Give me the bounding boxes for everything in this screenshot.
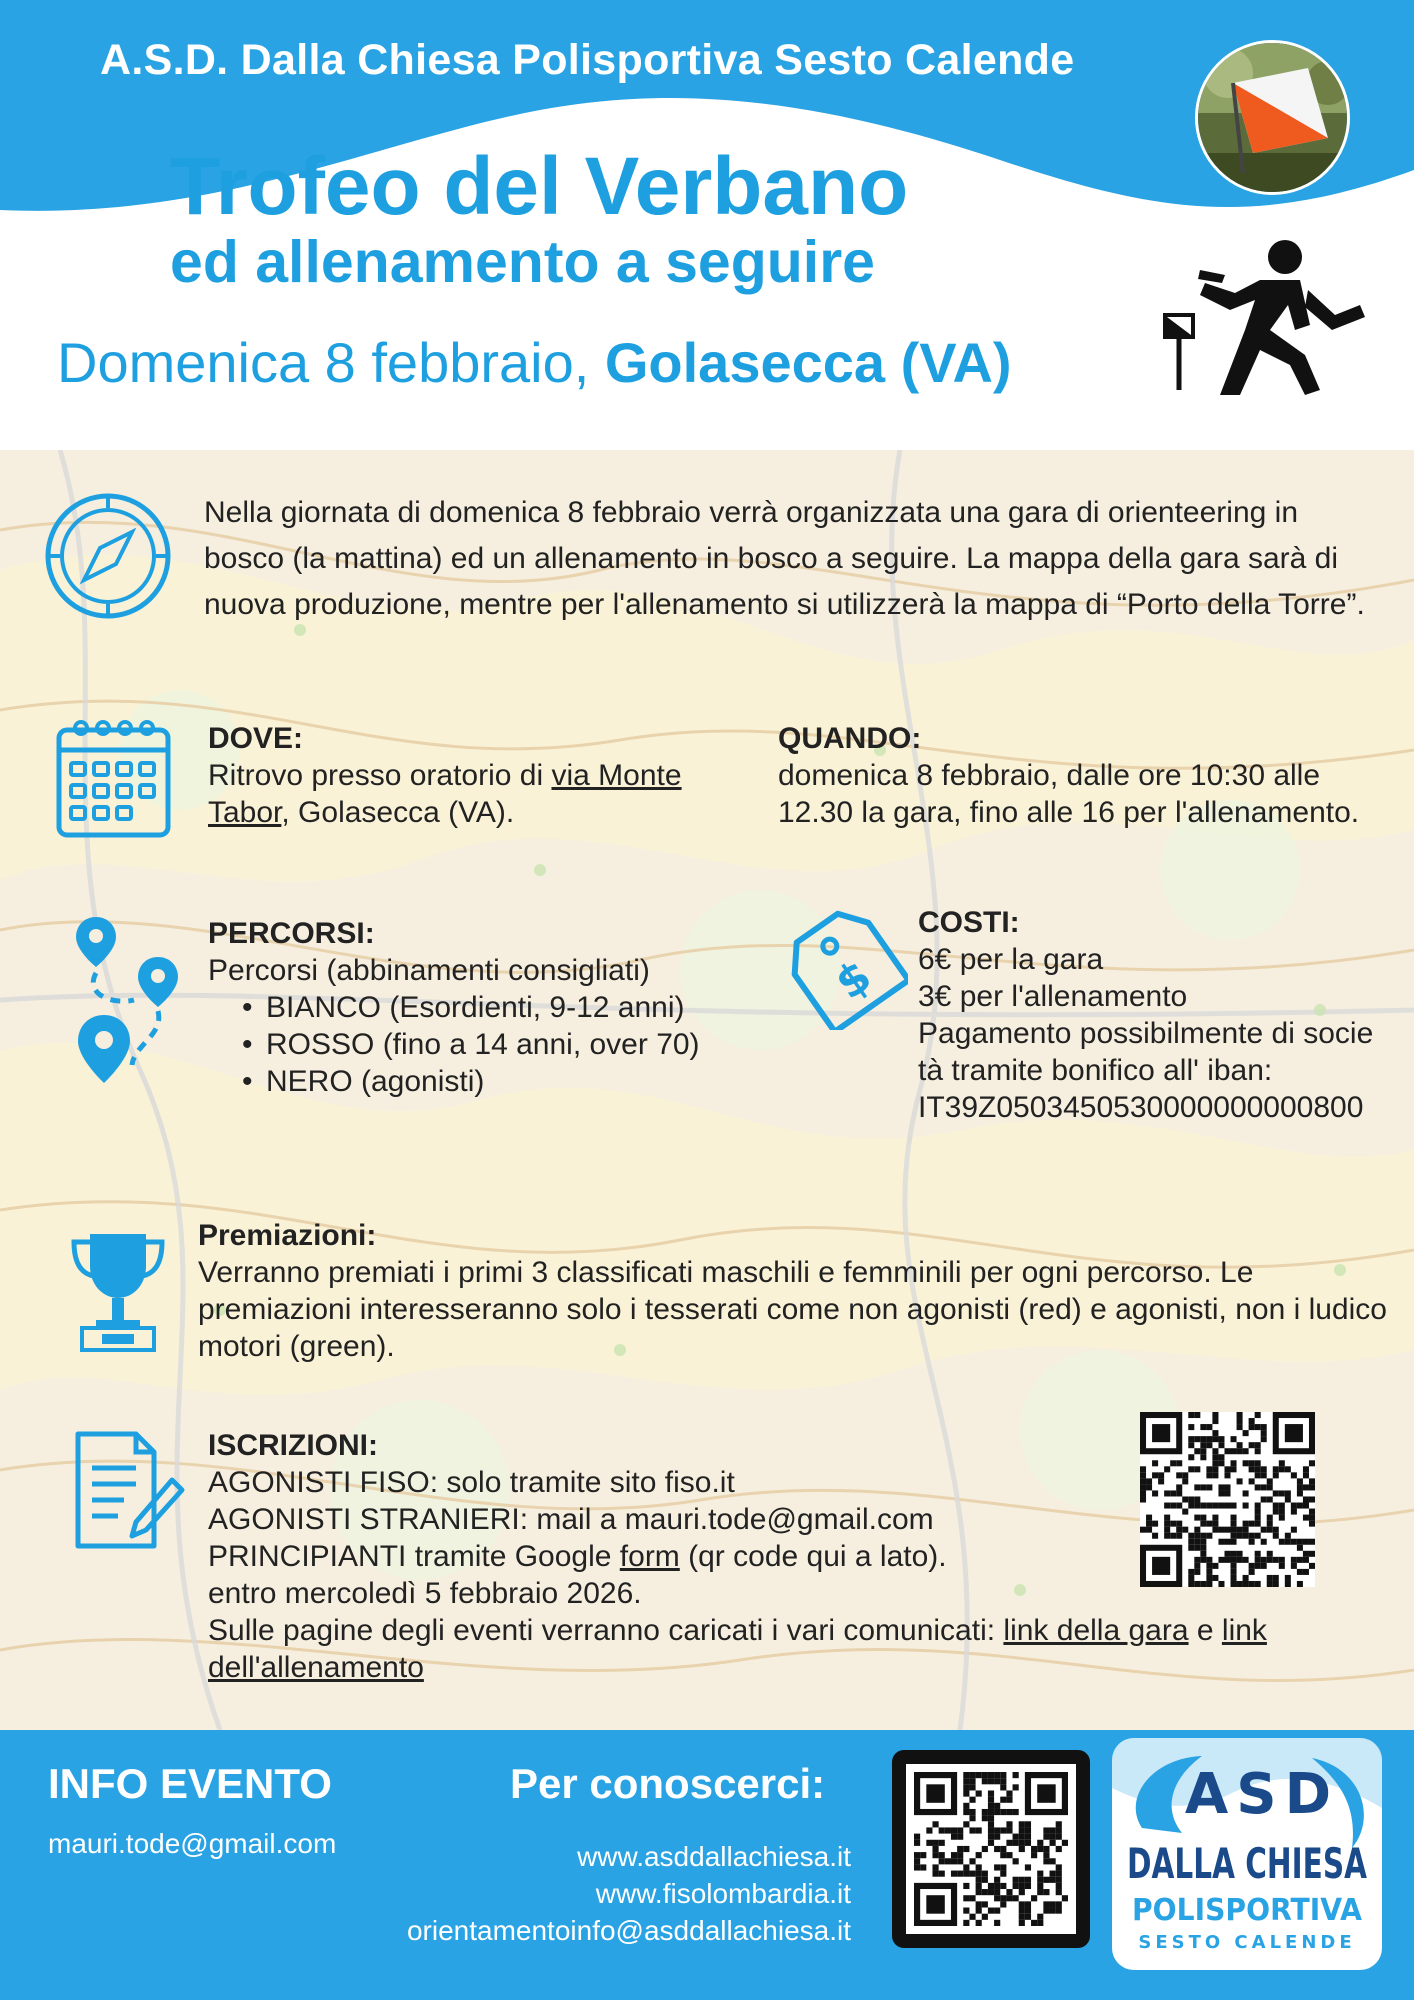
footer-link[interactable]: orientamentoinfo@asddallachiesa.it — [406, 1915, 851, 1946]
percorsi-intro: Percorsi (abbinamenti consigliati) — [208, 954, 650, 987]
premiazioni-text: Verranno premiati i primi 3 classificati maschili e femminili per ogni percorso. Le premiazioni interesseranno solo i tesserati come non agonisti (red) e agonisti, non i ludico motori (green). — [198, 1256, 1387, 1363]
premiazioni-section — [198, 1217, 1388, 1365]
costi-iban: IT39Z0503450530000000000800 — [918, 1091, 1364, 1124]
premiazioni-heading: Premiazioni: — [198, 1219, 377, 1252]
google-form-link[interactable]: form — [619, 1540, 680, 1573]
costi-heading: COSTI: — [918, 906, 1020, 939]
principianti-text-after: (qr code qui a lato). — [679, 1540, 947, 1573]
footer-link[interactable]: www.asddallachiesa.it — [577, 1841, 851, 1872]
link-allenamento[interactable]: link dell'allenamento — [208, 1614, 1267, 1684]
footer-qr-code[interactable] — [892, 1750, 1090, 1948]
costi-gara: 6€ per la gara — [918, 943, 1104, 976]
link-gara[interactable]: link della gara — [1003, 1614, 1189, 1647]
org-name: A.S.D. Dalla Chiesa Polisportiva Sesto Calende — [100, 36, 1075, 84]
info-mail-link[interactable]: mauri.tode@gmail.com — [48, 1828, 337, 1859]
logo-line1: ASD — [1184, 1762, 1340, 1827]
registration-qr-code[interactable] — [1140, 1412, 1315, 1587]
event-date: Domenica 8 febbraio, — [57, 331, 605, 394]
costi-payment: Pagamento possibilmente di società tramite bonifico all' iban: — [918, 1017, 1374, 1087]
trophy-icon — [68, 1230, 168, 1352]
iscrizioni-heading: ISCRIZIONI: — [208, 1429, 378, 1462]
footer-links — [407, 1838, 851, 1949]
know-us-title: Per conoscerci: — [510, 1760, 826, 1807]
costi-allenamento: 3€ per l'allenamento — [918, 980, 1188, 1013]
links-text-before: Sulle pagine degli eventi verranno caricati i vari comunicati: — [208, 1614, 1004, 1647]
quando-section — [778, 720, 1378, 831]
logo-line2: DALLA CHIESA — [1127, 1839, 1368, 1888]
costi-section — [918, 904, 1378, 1126]
dove-text-before: Ritrovo presso oratorio di — [208, 759, 552, 792]
iscrizioni-stranieri: AGONISTI STRANIERI: mail a mauri.tode@gmail.com — [208, 1503, 934, 1536]
principianti-text-before: PRINCIPIANTI tramite Google — [208, 1540, 620, 1573]
list-item: • ROSSO (fino a 14 anni, over 70) — [238, 1026, 768, 1063]
route-pins-icon — [74, 915, 184, 1085]
price-tag-icon — [778, 900, 908, 1030]
footer-link[interactable]: www.fisolombardia.it — [595, 1878, 851, 1909]
event-title: Trofeo del Verbano — [170, 141, 909, 232]
info-title: INFO EVENTO — [48, 1760, 332, 1807]
svg-text:$: $ — [826, 950, 881, 1010]
quando-text: domenica 8 febbraio, dalle ore 10:30 alle 12.30 la gara, fino alle 16 per l'allenamento. — [778, 759, 1360, 829]
dove-map-link[interactable]: via Monte Tabor — [208, 759, 682, 829]
registration-form-icon — [74, 1430, 186, 1550]
list-item: • BIANCO (Esordienti, 9-12 anni) — [238, 989, 768, 1026]
logo-line4: SESTO CALENDE — [1138, 1932, 1356, 1953]
iscrizioni-fiso: AGONISTI FISO: solo tramite sito fiso.it — [208, 1466, 735, 1499]
dove-text-after: , Golasecca (VA). — [281, 796, 515, 829]
quando-heading: QUANDO: — [778, 722, 922, 755]
orienteering-flag-photo — [1195, 40, 1350, 195]
iscrizioni-deadline: entro mercoledì 5 febbraio 2026. — [208, 1577, 642, 1610]
event-place: Golasecca (VA) — [604, 331, 1012, 394]
calendar-icon — [56, 715, 171, 840]
dove-heading: DOVE: — [208, 722, 304, 755]
logo-line3: POLISPORTIVA — [1132, 1893, 1363, 1928]
runner-icon — [1160, 235, 1365, 405]
percorsi-list — [208, 989, 768, 1100]
event-subtitle: ed allenamento a seguire — [170, 229, 875, 295]
iscrizioni-links — [208, 1612, 1388, 1686]
percorsi-heading: PERCORSI: — [208, 917, 375, 950]
list-item: • NERO (agonisti) — [238, 1063, 768, 1100]
dove-section — [208, 720, 768, 831]
links-text-mid: e — [1188, 1614, 1222, 1647]
event-date-line — [57, 330, 1012, 395]
asd-logo — [1112, 1738, 1382, 1970]
percorsi-section — [208, 915, 768, 1100]
intro-text: Nella giornata di domenica 8 febbraio verrà organizzata una gara di orienteering in bosco (la mattina) ed un allenamento in bosco a seguire. La mappa della gara sarà di nuova produzione, mentre per l'allenamento si utilizzerà la mappa di “Porto della Torre”. — [204, 496, 1365, 621]
compass-icon — [44, 492, 172, 620]
